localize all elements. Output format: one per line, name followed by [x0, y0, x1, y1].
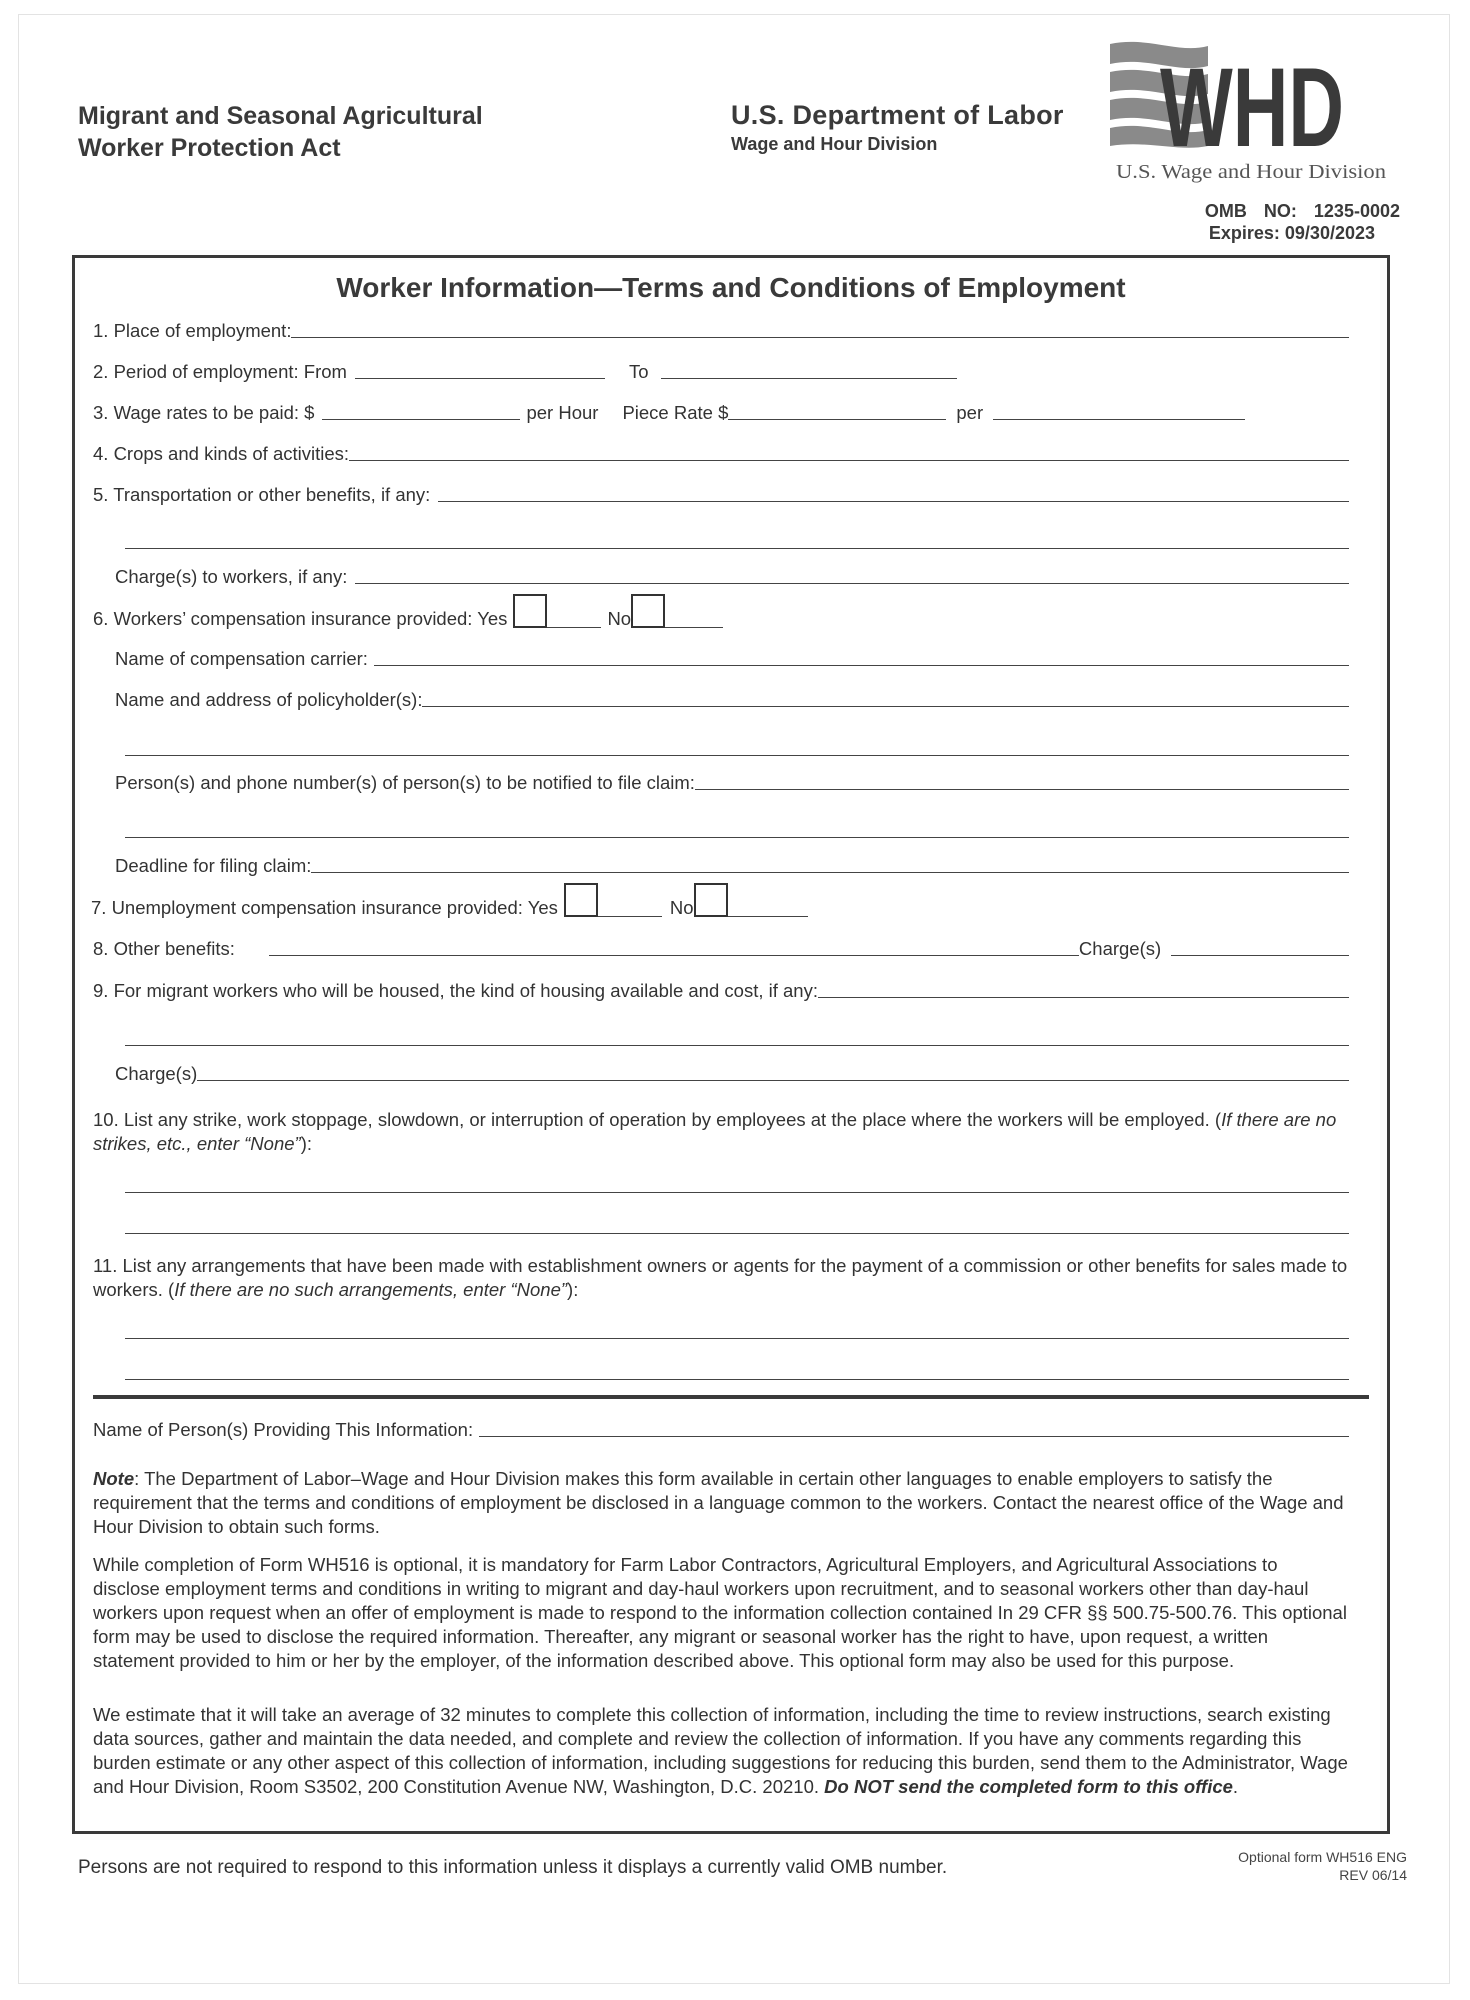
omb-label: OMB — [1204, 201, 1247, 221]
q6-carrier-row — [115, 648, 1349, 670]
q10-field-line1[interactable] — [125, 1191, 1349, 1193]
q10-main: 10. List any strike, work stoppage, slowdown, or interruption of operation by employees at the place where the workers will be employed. ( — [93, 1109, 1222, 1130]
q7-row — [91, 883, 808, 921]
department-title: U.S. Department of Labor — [731, 100, 1064, 130]
q6-notify-row — [115, 772, 1349, 794]
note-label: Note — [93, 1468, 135, 1489]
q8-charges-field[interactable] — [1171, 954, 1349, 956]
logo-letters: WHD — [1160, 45, 1344, 170]
q5-charges-label: Charge(s) to workers, if any: — [115, 566, 348, 587]
q2-from-field[interactable] — [355, 377, 605, 379]
q11-field-line2[interactable] — [125, 1378, 1349, 1380]
q6-row — [93, 594, 723, 632]
q7-no-checkbox[interactable] — [694, 883, 728, 917]
burden-text: We estimate that it will take an average of 32 minutes to complete this collection of information, including the time to review instructions, search existing data sources, gather and maintain the data needed, and complete and review the collection of information. If you have any comments regarding this burden estimate or any other aspect of this collection of information, including suggestions for reducing this burden, send them to the Administrator, Wage and Hour Division, Room S3502, 200 Constitution Avenue NW, Washington, D.C. 20210. — [93, 1704, 1348, 1797]
act-title-line2: Worker Protection Act — [78, 134, 341, 162]
q11-main: 11. List any arrangements that have been made with establishment owners or agents for the payment of a commission or other benefits for sales made to workers. ( — [93, 1255, 1348, 1300]
note-paragraph — [93, 1467, 1349, 1539]
q6-deadline-label: Deadline for filing claim: — [115, 855, 312, 876]
q4-field[interactable] — [349, 459, 1349, 461]
q9-charges-label: Charge(s) — [115, 1063, 198, 1084]
q10-text — [93, 1108, 1349, 1156]
q10-end: ): — [300, 1133, 312, 1154]
q11-end: ): — [567, 1279, 579, 1300]
q1-label: 1. Place of employment: — [93, 320, 292, 341]
omb-no-label: NO: — [1263, 201, 1297, 221]
form-id-block — [1238, 1848, 1407, 1884]
q6-policyholder-field-line2[interactable] — [125, 754, 1349, 756]
q5-charges-row — [115, 566, 1349, 588]
q3-per-label: per — [956, 402, 984, 423]
q1-field[interactable] — [291, 336, 1349, 338]
whd-logo-icon — [1108, 36, 1398, 186]
q1-row — [93, 320, 1349, 342]
q6-notify-label: Person(s) and phone number(s) of person(s) to be notified to file claim: — [115, 772, 695, 793]
q5-field[interactable] — [438, 500, 1349, 502]
provider-row — [93, 1419, 1349, 1441]
q3-wage-label: 3. Wage rates to be paid: $ — [93, 402, 315, 423]
form-title: Worker Information—Terms and Conditions of Employment — [336, 272, 1126, 303]
q9-field[interactable] — [818, 996, 1349, 998]
q3-piece-label: Piece Rate $ — [622, 402, 729, 423]
q6-deadline-field[interactable] — [311, 871, 1349, 873]
q6-no-checkbox[interactable] — [631, 594, 665, 628]
form-rev: REV 06/14 — [1339, 1867, 1407, 1883]
q5-row — [93, 484, 1349, 506]
q7-no-field[interactable] — [728, 915, 808, 917]
q7-label: 7. Unemployment compensation insurance provided: Yes — [91, 897, 558, 918]
burden-paragraph — [93, 1703, 1349, 1799]
act-title — [78, 100, 483, 164]
provider-field[interactable] — [479, 1435, 1349, 1437]
department-subtitle: Wage and Hour Division — [731, 134, 938, 154]
q7-no-label: No — [669, 897, 694, 918]
q4-label: 4. Crops and kinds of activities: — [93, 443, 350, 464]
burden-end: . — [1232, 1776, 1239, 1797]
q11-text — [93, 1254, 1349, 1302]
act-title-line1: Migrant and Seasonal Agricultural — [78, 102, 483, 130]
q6-carrier-label: Name of compensation carrier: — [115, 648, 368, 669]
burden-bold: Do NOT send the completed form to this office — [824, 1776, 1233, 1797]
q2-to-label: To — [628, 361, 649, 382]
omb-expires: Expires: 09/30/2023 — [1208, 223, 1375, 243]
q6-notify-field-line2[interactable] — [125, 836, 1349, 838]
department-block — [731, 100, 1064, 155]
q6-yes-checkbox[interactable] — [513, 594, 547, 628]
q3-wage-field[interactable] — [322, 418, 520, 420]
q9-label: 9. For migrant workers who will be housed, the kind of housing available and cost, if any: — [93, 980, 818, 1001]
q6-no-label: No — [607, 608, 632, 629]
q2-from-label: 2. Period of employment: From — [93, 361, 347, 382]
q7-yes-checkbox[interactable] — [564, 883, 598, 917]
optional-form-paragraph: While completion of Form WH516 is optional, it is mandatory for Farm Labor Contractors, Agricultural Employers, and Agricultural Associations to disclose employment terms and conditions in writing to migrant and day-haul workers upon recruitment, and to seasonal workers other than day-haul workers upon request when an offer of employment is made to respond to the information collection contained In 29 CFR §§ 500.75-500.76. This optional form may be used to disclose the required information. Thereafter, any migrant or seasonal worker has the right to have, upon request, a written statement provided to him or her by the employer, of the information described above. This optional form may also be used for this purpose. — [93, 1554, 1347, 1671]
q9-field-line2[interactable] — [125, 1044, 1349, 1046]
q6-deadline-row — [115, 855, 1349, 877]
omb-notice: Persons are not required to respond to this information unless it displays a currently valid OMB number. — [78, 1857, 948, 1878]
q8-charges-label: Charge(s) — [1078, 938, 1162, 959]
q8-field[interactable] — [269, 954, 1079, 956]
q6-carrier-field[interactable] — [374, 664, 1349, 666]
q8-row — [93, 938, 1349, 960]
q9-row — [93, 980, 1349, 1002]
q6-label: 6. Workers’ compensation insurance provided: Yes — [93, 608, 508, 629]
omb-block — [1205, 200, 1400, 244]
q3-row — [93, 402, 1349, 424]
form-id: Optional form WH516 ENG — [1238, 1849, 1407, 1865]
q6-policyholder-row — [115, 689, 1349, 711]
q5-charges-field[interactable] — [355, 582, 1349, 584]
logo-caption: U.S. Wage and Hour Division — [1116, 161, 1386, 183]
q10-field-line2[interactable] — [125, 1232, 1349, 1234]
section-divider — [93, 1395, 1369, 1399]
q3-per-hour-label: per Hour — [526, 402, 599, 423]
q9-charges-field[interactable] — [197, 1079, 1349, 1081]
q2-row — [93, 361, 1349, 383]
q3-piece-field[interactable] — [728, 418, 946, 420]
q4-row — [93, 443, 1349, 465]
q10-italic2: are no strikes, etc., enter “None” — [93, 1109, 1337, 1154]
q3-per-field[interactable] — [993, 418, 1245, 420]
q10-italic1: If there — [1221, 1109, 1279, 1130]
q11-field-line1[interactable] — [125, 1337, 1349, 1339]
q2-to-field[interactable] — [661, 377, 957, 379]
q6-no-field[interactable] — [665, 626, 723, 628]
provider-label: Name of Person(s) Providing This Information: — [93, 1419, 474, 1440]
q6-policyholder-field[interactable] — [422, 705, 1349, 707]
q6-policyholder-label: Name and address of policyholder(s): — [115, 689, 423, 710]
q5-field-line2[interactable] — [125, 547, 1349, 549]
q8-label: 8. Other benefits: — [93, 938, 235, 959]
note-text: : The Department of Labor–Wage and Hour Division makes this form available in certain other languages to enable employers to satisfy the requirement that the terms and conditions of employment be disclosed in a language common to the workers. Contact the nearest office of the Wage and Hour Division to obtain such forms. — [93, 1468, 1344, 1537]
omb-number: 1235-0002 — [1313, 201, 1400, 221]
form-box — [72, 255, 1390, 1834]
q6-notify-field[interactable] — [695, 788, 1349, 790]
q5-label: 5. Transportation or other benefits, if any: — [93, 484, 431, 505]
q7-yes-field[interactable] — [598, 915, 662, 917]
q11-italic: If there are no such arrangements, enter “None” — [174, 1279, 568, 1300]
q6-yes-field[interactable] — [547, 626, 601, 628]
q9-charges-row — [115, 1063, 1349, 1085]
